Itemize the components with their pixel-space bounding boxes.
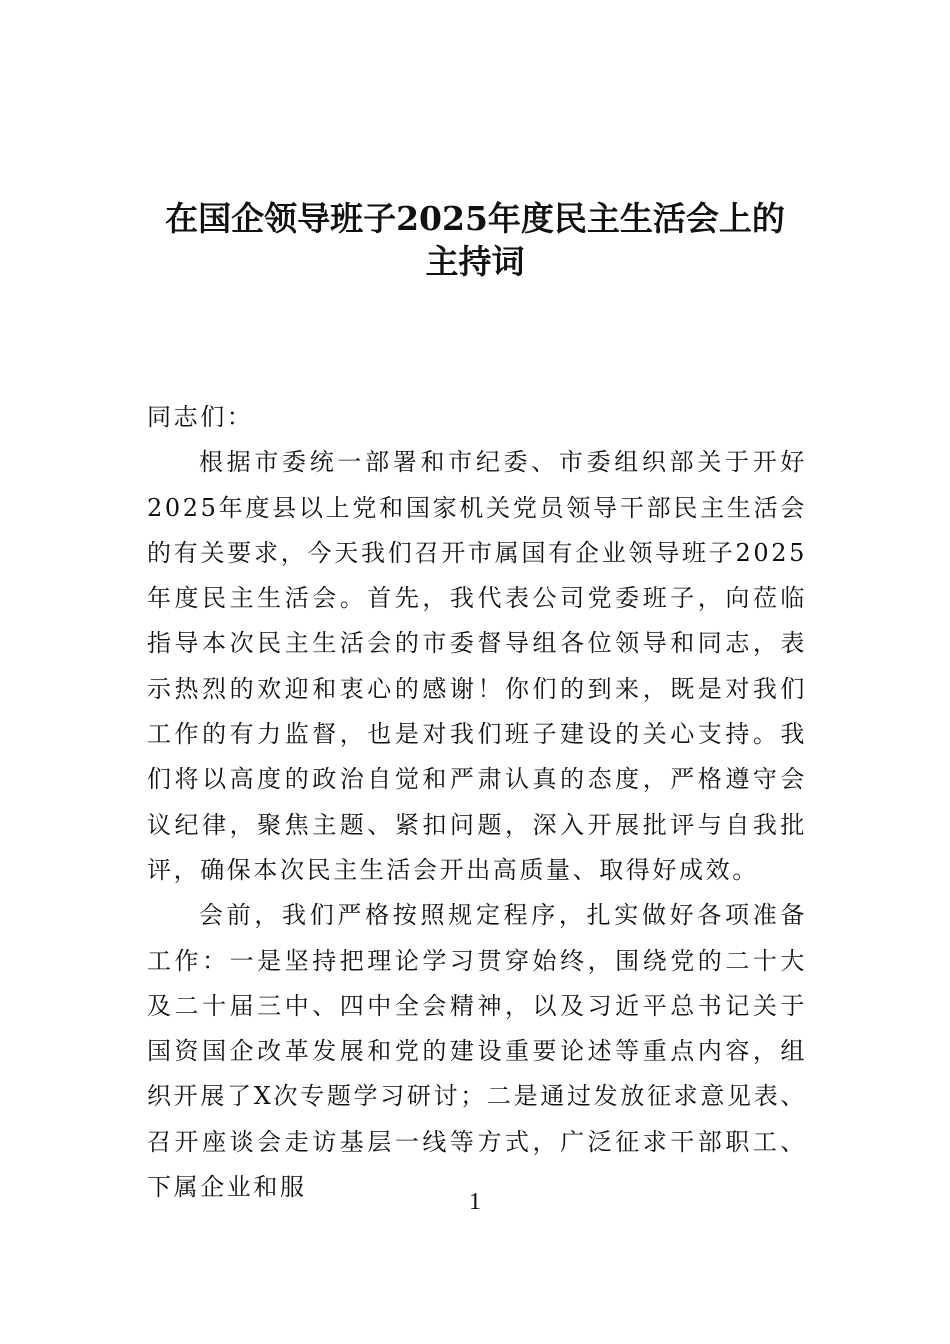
document-title-line-2: 主持词 bbox=[425, 242, 525, 281]
page-number: 1 bbox=[469, 1189, 481, 1215]
salutation: 同志们： bbox=[147, 403, 254, 431]
paragraph: 根据市委统一部署和市纪委、市委组织部关于开好2025年度县以上党和国家机关党员领导干部民主生活会的有关要求，今天我们召开市属国有企业领导班子2025年度民主生活会。首先，我代表公司党委班子，向莅临指导本次民主生活会的市委督导组各位领导和同志，表示热烈的欢迎和衷心的感谢！你们的到来，既是对我们工作的有力监督，也是对我们班子建设的关心支持。我们将以高度的政治自觉和严肃认真的态度，严格遵守会议纪律，聚焦主题、紧扣问题，深入开展批评与自我批评，确保本次民主生活会开出高质量、取得好成效。 bbox=[147, 448, 807, 884]
paragraph: 会前，我们严格按照规定程序，扎实做好各项准备工作：一是坚持把理论学习贯穿始终，围绕党的二十大及二十届三中、四中全会精神，以及习近平总书记关于国资国企改革发展和党的建设重要论述等重点内容，组织开展了X次专题学习研讨；二是通过发放征求意见表、召开座谈会走访基层一线等方式，广泛征求干部职工、下属企业和服 bbox=[147, 901, 807, 1202]
document-title-line-1: 在国企领导班子2025年度民主生活会上的 bbox=[165, 199, 785, 238]
document-body bbox=[147, 395, 807, 1210]
